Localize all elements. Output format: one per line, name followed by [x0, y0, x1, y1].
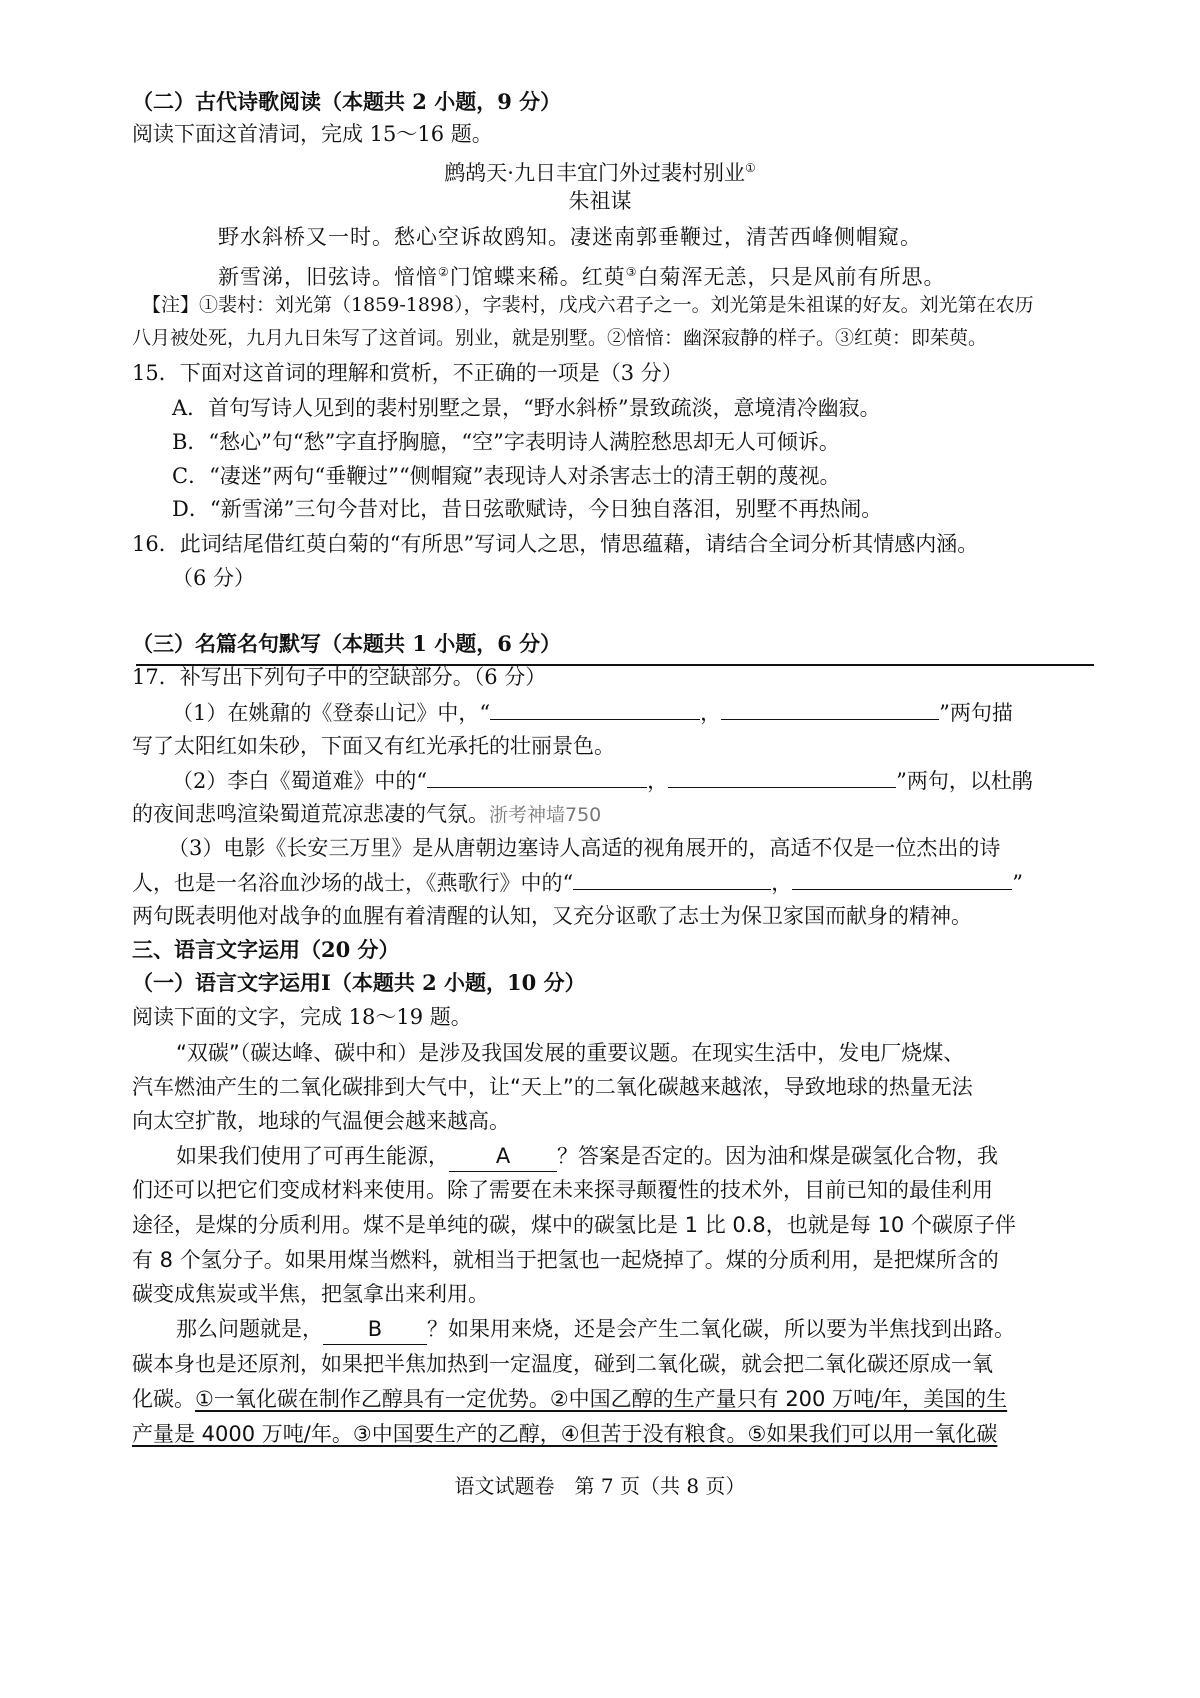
section-heading-poetry: （二）古代诗歌阅读（本题共 2 小题，9 分）: [132, 89, 562, 114]
passage-p3-line-4-underlined: 产量是 4000 万吨/年。③中国要生产的乙醇，④但苦于没有粮食。⑤如果我们可以用一氧化碳: [132, 1422, 998, 1446]
q17-item-1-prefix: （1）在姚鼐的《登泰山记》中，“: [172, 701, 491, 725]
q15-option-b: B．“愁心”句“愁”字直抒胸臆，“空”字表明诗人满腔愁思却无人可倾诉。: [172, 430, 840, 454]
q17-item-1-comma: ，: [700, 701, 722, 725]
question-16-score: （6 分）: [172, 566, 256, 590]
passage-p2-line-4: 有 8 个氢分子。如果用煤当燃料，就相当于把氢也一起烧掉了。煤的分质利用，是把煤所含的: [132, 1248, 999, 1272]
q17-item-3-suffix: ”: [1012, 871, 1023, 895]
q17-item-2: [172, 765, 1033, 796]
poem-line-2: [218, 257, 946, 292]
poem-line-1: 野水斜桥又一时。愁心空诉故鸥知。凄迷南郭垂鞭过，清苦西峰侧帽窥。: [218, 225, 922, 249]
q15-option-a: A．首句写诗人见到的裴村别墅之景，“野水斜桥”景致疏淡，意境清冷幽寂。: [172, 396, 881, 420]
passage-p1-line-1: “双碳”（碳达峰、碳中和）是涉及我国发展的重要议题。在现实生活中，发电厂烧煤、: [176, 1041, 965, 1065]
passage-p3-line-3: [132, 1384, 1007, 1414]
q17-item-3-comma: ，: [771, 871, 793, 895]
poem-note-line-2: 八月被处死，九月九日朱写了这首词。别业，就是别墅。②愔愔：幽深寂静的样子。③红萸：即茱萸。: [132, 327, 988, 349]
poem-note-line-1: 【注】①裴村：刘光第（1859-1898），字裴村，戊戌六君子之一。刘光第是朱祖谋的好友。刘光第在农历: [142, 294, 1034, 316]
fill-blank[interactable]: [668, 765, 896, 788]
passage-p2-line-3: 途径，是煤的分质利用。煤不是单纯的碳，煤中的碳氢比是 1 比 0.8，也就是每 10 个碳原子伴: [132, 1213, 1016, 1237]
q17-item-2-comma: ，: [647, 769, 669, 793]
q17-item-1-suffix: ”两句描: [939, 701, 1013, 725]
q17-item-3-line-3: 两句既表明他对战争的血腥有着清醒的认知，又充分讴歌了志士为保卫家国而献身的精神。: [132, 904, 972, 928]
passage-p3-line-3-plain: 化碳。: [132, 1387, 195, 1411]
q17-item-1-line-2: 写了太阳红如朱砂，下面又有红光承托的壮丽景色。: [132, 734, 615, 758]
blank-b: B: [323, 1314, 427, 1345]
question-17: 17．补写出下列句子中的空缺部分。（6 分）: [132, 665, 547, 689]
underlined-sentences: ①一氧化碳在制作乙醇具有一定优势。②中国乙醇的生产量只有 200 万吨/年，美国的生: [195, 1387, 1008, 1411]
blank-a: A: [449, 1141, 557, 1172]
poem-line-2-part-2: 门馆蝶来稀。红萸: [449, 265, 626, 289]
passage-p1-line-3: 向太空扩散，地球的气温便会越来越高。: [132, 1109, 510, 1133]
watermark-text: 浙考神墙750: [489, 804, 602, 826]
q15-option-d: D．“新雪涕”三句今昔对比，昔日弦歌赋诗，今日独自落泪，别墅不再热闹。: [172, 497, 883, 521]
language-instruction: 阅读下面的文字，完成 18～19 题。: [132, 1005, 472, 1029]
section-heading-language-1: （一）语言文字运用Ⅰ（本题共 2 小题，10 分）: [132, 970, 586, 995]
fill-blank[interactable]: [721, 697, 939, 720]
passage-p2-suffix: ？答案是否定的。因为油和煤是碳氢化合物，我: [557, 1144, 998, 1168]
footnote-marker: ②: [438, 265, 450, 279]
poem-author: 朱祖谋: [568, 189, 632, 213]
passage-p1-line-2: 汽车燃油产生的二氧化碳排到大气中，让“天上”的二氧化碳越来越浓，导致地球的热量无法: [132, 1075, 973, 1099]
q17-item-2-line-2: [132, 799, 601, 830]
poetry-instruction: 阅读下面这首清词，完成 15～16 题。: [132, 122, 493, 146]
q17-item-2-prefix: （2）李白《蜀道难》中的“: [172, 769, 428, 793]
footnote-marker: ③: [625, 265, 638, 279]
fill-blank[interactable]: [427, 765, 647, 788]
passage-p2-line-1: [176, 1141, 998, 1172]
part-heading-language: 三、语言文字运用（20 分）: [132, 937, 400, 962]
passage-p2-line-2: 们还可以把它们变成材料来使用。除了需要在未来探寻颠覆性的技术外，目前已知的最佳利用: [132, 1178, 993, 1202]
q17-item-3-line-1: （3）电影《长安三万里》是从唐朝边塞诗人高适的视角展开的，高适不仅是一位杰出的诗: [168, 836, 1001, 860]
fill-blank[interactable]: [490, 697, 700, 720]
poem-line-2-part-1: 新雪涕，旧弦诗。愔愔: [218, 265, 438, 289]
q17-item-2-line-2-text: 的夜间悲鸣渲染蜀道荒凉悲凄的气氛。: [132, 802, 489, 826]
page-footer: 语文试题卷 第 7 页（共 8 页）: [454, 1474, 746, 1498]
poem-title: [0, 153, 1200, 188]
q15-option-c: C．“凄迷”两句“垂鞭过”“侧帽窥”表现诗人对杀害志士的清王朝的蔑视。: [172, 464, 841, 488]
poem-title-text: 鹧鸪天·九日丰宜门外过裴村别业: [444, 161, 745, 185]
q17-item-1: [172, 697, 1013, 728]
fill-blank[interactable]: [573, 867, 771, 890]
passage-p3-line-2: 碳本身也是还原剂，如果把半焦加热到一定温度，碰到二氧化碳，就会把二氧化碳还原成一氧: [132, 1352, 993, 1376]
passage-p3-suffix: ？如果用来烧，还是会产生二氧化碳，所以要为半焦找到出路。: [427, 1317, 1015, 1341]
q17-item-3-line-2: [132, 867, 1023, 898]
passage-p2-line-5: 碳变成焦炭或半焦，把氢拿出来利用。: [132, 1282, 489, 1306]
poem-line-2-part-3: 白菊浑无恙，只是风前有所思。: [637, 265, 946, 289]
q17-item-3-prefix: 人，也是一名浴血沙场的战士，《燕歌行》中的“: [132, 871, 574, 895]
section-heading-recitation: （三）名篇名句默写（本题共 1 小题，6 分）: [132, 631, 562, 656]
passage-p2-prefix: 如果我们使用了可再生能源，: [176, 1144, 449, 1168]
q17-item-2-suffix: ”两句，以杜鹃: [896, 769, 1033, 793]
question-15: 15．下面对这首词的理解和赏析，不正确的一项是（3 分）: [132, 361, 683, 385]
footnote-marker: ①: [744, 161, 756, 175]
passage-p3-prefix: 那么问题就是，: [176, 1317, 323, 1341]
passage-p3-line-1: [176, 1314, 1015, 1345]
question-16: 16．此词结尾借红萸白菊的“有所思”写词人之思，情思蕴藉，请结合全词分析其情感内涵。: [132, 532, 979, 556]
fill-blank[interactable]: [792, 867, 1012, 890]
